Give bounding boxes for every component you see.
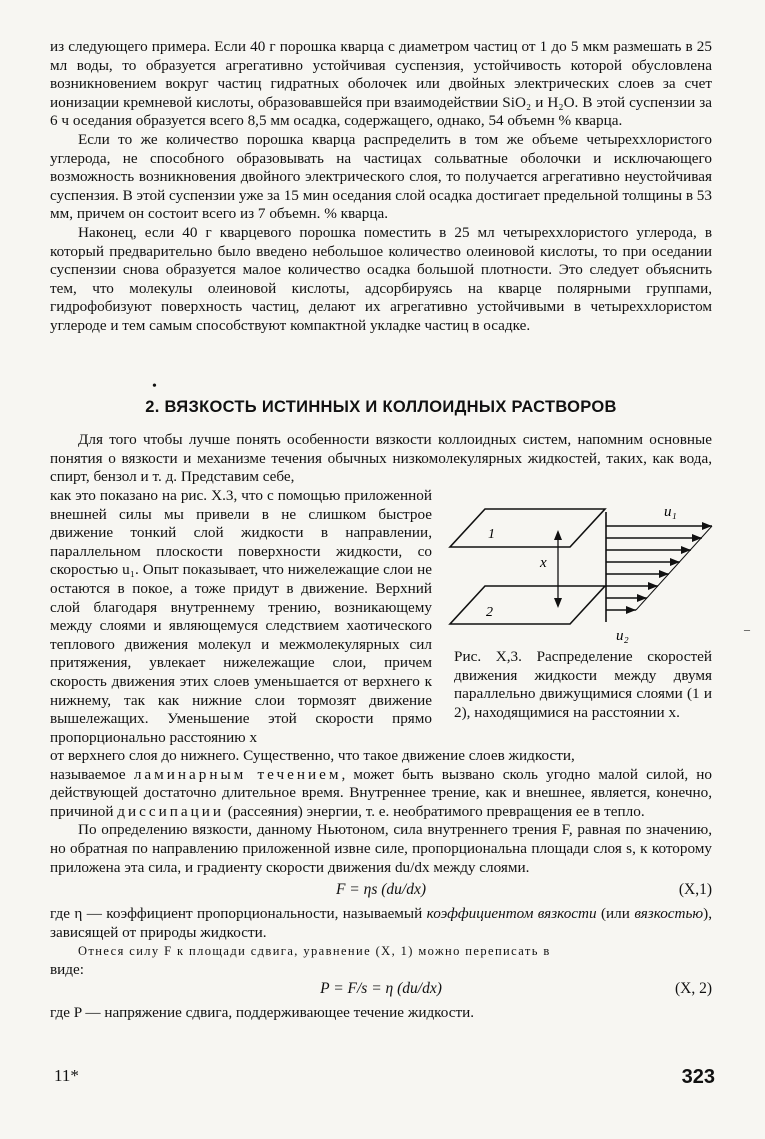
bottom-text — [50, 747, 712, 1022]
paragraph-newton-definition: По определению вязкости, данному Ньютоном, сила внутреннего трения F, равная по значению, но обратная по направлению приложенной извне силе, пропорциональна площади слоя s, к которому приложена эта сила, и градиенту скорости движения du/dx между слоями. — [50, 821, 712, 876]
label-layer-2: 2 — [486, 605, 493, 620]
term-laminar-flow: ламинарным течением — [133, 765, 342, 783]
plate-1 — [450, 509, 605, 547]
formula-2: P = F/s = η (du/dx) — [320, 979, 442, 997]
where-eta-mid: (или — [596, 905, 635, 923]
label-layer-1: 1 — [488, 527, 495, 542]
distance-arrow-down-head — [554, 598, 562, 608]
laminar-mid: , может быть вызвано сколь угодно малой силой, но действующей достаточно длительное время. Внутреннее трение, как и внешнее, является, конечно, причиной — [50, 765, 713, 820]
formula-1: F = ηs (du/dx) — [335, 881, 427, 899]
paragraph-where-p: где P — напряжение сдвига, поддерживающее течение жидкости. — [50, 1003, 475, 1021]
where-eta-pre: где η — коэффициент пропорциональности, называемый — [50, 905, 427, 923]
term-dissipation: диссипации — [117, 802, 224, 820]
term-viscosity: вязкостью — [634, 905, 704, 923]
paragraph-intro: Для того чтобы лучше понять особенности вязкости коллоидных систем, напомним основные понятия о вязкости и механизме течения обычных низкомолекулярных жидкостей, таких, как вода, спирт, бензол и т. д. Представим себе, — [50, 431, 712, 486]
paragraph-where-eta — [50, 905, 712, 942]
formula-1-number: (X,1) — [678, 881, 712, 899]
page-number: 323 — [681, 1066, 715, 1088]
laminar-post: (рассеяния) энергии, т. е. необратимого превращения ее в тепло. — [223, 802, 645, 820]
label-u2: u₂ — [616, 628, 629, 644]
edge-mark: – — [744, 622, 750, 636]
wrapped-text — [50, 487, 432, 747]
label-u1: u₁ — [664, 504, 677, 520]
figure-caption: Рис. X,3. Распределение скоростей движения жидкости между двумя параллельно движущимися слоями (1 и 2), находящимися на расстоянии x. — [454, 648, 712, 721]
signature-mark: 11* — [54, 1066, 79, 1085]
paragraph-rewrite: Отнеся силу F к площади сдвига, уравнение (X, 1) можно переписать в — [78, 944, 551, 959]
formula-1-line — [50, 881, 712, 905]
paragraph-quartz-ccl4: Если то же количество порошка кварца распределить в том же объеме четыреххлористого углерода, не способного образовывать на частицах сольватные оболочки и исключающего возможность возникновения двойного электрического слоя, то получается агрегативно неустойчивая суспензия. В этой суспензии уже за 15 мин оседания слой осадка достигает предельной толщины в 53 мм, причем он состоит всего из 7 объемн. % кварца. — [50, 130, 712, 223]
formula-2-number: (X, 2) — [674, 979, 712, 997]
intro-text — [50, 431, 712, 487]
laminar-pre: называемое — [50, 765, 134, 783]
formula-2-line — [50, 980, 712, 1004]
rewrite-tail: виде: — [50, 960, 84, 978]
paragraph-quartz-water: из следующего примера. Если 40 г порошка кварца с диаметром частиц от 1 до 5 мкм размешать в 25 мл воды, то образуется агрегативно устойчивая суспензия, устойчивость которой обусловлена возникновением вокруг частиц гидратных оболочек или двойных электрических слоев за счет ионизации кремневой кислоты, образовавшейся при взаимодействии SiO₂ и H₂O. В этой суспензии за 6 ч оседания образуется всего 8,5 мм осадка, содержащего, однако, 54 объемн % кварца. — [50, 38, 712, 130]
where-eta-post: ), зависящей от природы жидкости. — [50, 905, 712, 941]
paragraph-oleic-acid: Наконец, если 40 г кварцевого порошка поместить в 25 мл четыреххлористого углерода, в который предварительно было введено небольшое количество олеиновой кислоты, то при оседании суспензии снова образуется малое количество осадка большой плотности. Это следует объяснить тем, что молекулы олеиновой кислоты, адсорбируясь на кварце полярными группами, гидрофобизуют поверхность частиц, делают их агрегативно устойчивыми в четыреххлористом углероде и тем самым способствуют компактной укладке частиц в осадке. — [50, 223, 712, 334]
paragraph-laminar — [50, 766, 712, 822]
section-title: 2. ВЯЗКОСТЬ ИСТИННЫХ И КОЛЛОИДНЫХ РАСТВОРОВ — [145, 398, 617, 416]
figure-velocity-distribution — [440, 484, 718, 644]
top-text — [50, 38, 712, 336]
paragraph-layers: как это показано на рис. X.3, что с помощью приложенной внешней силы мы привели в не слишком быстрое движение тонкий слой жидкости в направлении, параллельном плоскости поверхности жидкости, со скоростью u₁. Опыт показывает, что нижележащие слои не остаются в покое, а тоже придут в движение. Верхний слой благодаря внутреннему трению, возникающему между слоями и являющемуся следствием хаотического теплового движения молекул и межмолекулярных сил притяжения, увлекает нижележащие слои, причем скорость движения этих слоев уменьшается от верхнего к нижнему, так как нижние слои тормозят движение вышележащих. Уменьшение этой скорости прямо пропорционально расстоянию x — [50, 487, 432, 746]
term-viscosity-coefficient: коэффициентом вязкости — [426, 905, 597, 923]
plate-2 — [450, 586, 605, 624]
continuation-line: от верхнего слоя до нижнего. Существенно, что такое движение слоев жидкости, — [50, 747, 575, 764]
stray-dot: • — [152, 379, 157, 394]
velocity-diagram — [440, 484, 718, 644]
arrow-heads — [626, 522, 712, 614]
label-x: x — [540, 555, 547, 571]
distance-arrow-up-head — [554, 530, 562, 540]
